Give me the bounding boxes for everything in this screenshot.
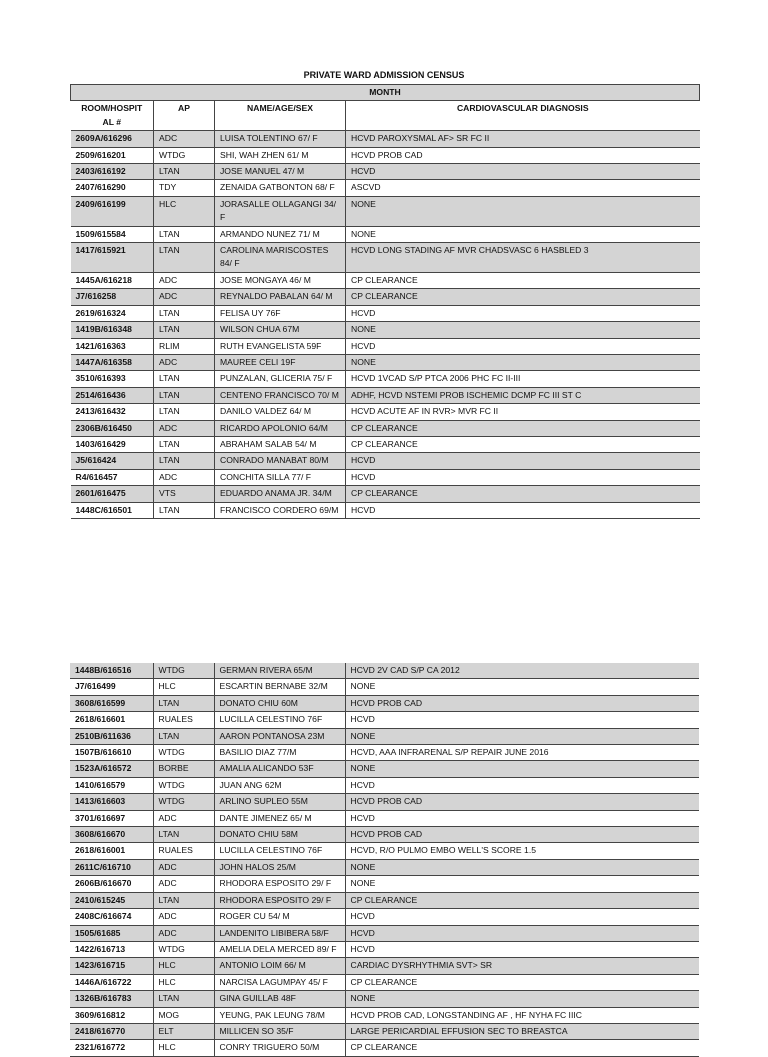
diagnosis-cell: HCVD PROB CAD xyxy=(346,147,700,163)
diagnosis-cell: NONE xyxy=(346,196,700,226)
diagnosis-cell: CP CLEARANCE xyxy=(345,1040,699,1056)
name-cell: JOSE MONGAYA 46/ M xyxy=(215,272,346,288)
name-cell: JORASALLE OLLAGANGI 34/ F xyxy=(215,196,346,226)
table-row xyxy=(71,469,700,485)
column-header-row xyxy=(71,101,700,131)
table-row xyxy=(71,338,700,354)
month-header-row xyxy=(71,85,700,101)
table-row xyxy=(70,794,699,810)
ap-cell: ADC xyxy=(154,420,215,436)
name-cell: CONRADO MANABAT 80/M xyxy=(215,453,346,469)
table-row xyxy=(71,502,700,518)
table-row xyxy=(71,486,700,502)
name-cell: BASILIO DIAZ 77/M xyxy=(214,745,345,761)
room-cell: 3609/616812 xyxy=(70,1007,153,1023)
diagnosis-cell: HCVD PROB CAD xyxy=(345,794,699,810)
name-cell: ANTONIO LOIM 66/ M xyxy=(214,958,345,974)
name-cell: ARMANDO NUNEZ 71/ M xyxy=(215,226,346,242)
name-cell: JOHN HALOS 25/M xyxy=(214,859,345,875)
table-row xyxy=(70,859,699,875)
name-cell: ABRAHAM SALAB 54/ M xyxy=(215,436,346,452)
room-cell: 2606B/616670 xyxy=(70,876,153,892)
room-cell: 1326B/616783 xyxy=(70,991,153,1007)
ap-cell: WTDG xyxy=(153,777,214,793)
diagnosis-cell: HCVD LONG STADING AF MVR CHADSVASC 6 HASBLED 3 xyxy=(346,243,700,273)
room-cell: 2407/616290 xyxy=(71,180,154,196)
table-row xyxy=(70,892,699,908)
name-cell: LUISA TOLENTINO 67/ F xyxy=(215,131,346,147)
room-cell: 1505/61685 xyxy=(70,925,153,941)
room-cell: 3701/616697 xyxy=(70,810,153,826)
room-cell: 2306B/616450 xyxy=(71,420,154,436)
table-row xyxy=(70,761,699,777)
name-cell: LUCILLA CELESTINO 76F xyxy=(214,712,345,728)
name-cell: CAROLINA MARISCOSTES 84/ F xyxy=(215,243,346,273)
table-row xyxy=(71,436,700,452)
room-cell: 2418/616770 xyxy=(70,1023,153,1039)
header-name: NAME/AGE/SEX xyxy=(215,101,346,131)
room-cell: 2601/616475 xyxy=(71,486,154,502)
diagnosis-cell: CARDIAC DYSRHYTHMIA SVT> SR xyxy=(345,958,699,974)
room-cell: 2410/615245 xyxy=(70,892,153,908)
room-cell: 1417/615921 xyxy=(71,243,154,273)
ap-cell: ADC xyxy=(154,272,215,288)
room-cell: 3608/616670 xyxy=(70,827,153,843)
table-row xyxy=(71,371,700,387)
ap-cell: LTAN xyxy=(154,371,215,387)
room-cell: 3608/616599 xyxy=(70,695,153,711)
ap-cell: HLC xyxy=(153,958,214,974)
ap-cell: LTAN xyxy=(154,243,215,273)
census-table-2-body xyxy=(70,663,699,1056)
ap-cell: RUALES xyxy=(153,712,214,728)
name-cell: YEUNG, PAK LEUNG 78/M xyxy=(214,1007,345,1023)
name-cell: LANDENITO LIBIBERA 58/F xyxy=(214,925,345,941)
diagnosis-cell: HCVD 1VCAD S/P PTCA 2006 PHC FC II-III xyxy=(346,371,700,387)
diagnosis-cell: NONE xyxy=(346,226,700,242)
room-cell: 2514/616436 xyxy=(71,387,154,403)
name-cell: ARLINO SUPLEO 55M xyxy=(214,794,345,810)
name-cell: DONATO CHIU 60M xyxy=(214,695,345,711)
diagnosis-cell: LARGE PERICARDIAL EFFUSION SEC TO BREASTCA xyxy=(345,1023,699,1039)
diagnosis-cell: HCVD xyxy=(345,925,699,941)
diagnosis-cell: HCVD xyxy=(346,164,700,180)
ap-cell: LTAN xyxy=(154,164,215,180)
room-cell: 1448C/616501 xyxy=(71,502,154,518)
table-row xyxy=(70,941,699,957)
ap-cell: LTAN xyxy=(153,728,214,744)
month-header: MONTH xyxy=(71,85,700,101)
table-row xyxy=(70,712,699,728)
name-cell: JUAN ANG 62M xyxy=(214,777,345,793)
table-row xyxy=(71,289,700,305)
name-cell: ROGER CU 54/ M xyxy=(214,909,345,925)
room-cell: 2619/616324 xyxy=(71,305,154,321)
table-row xyxy=(71,354,700,370)
diagnosis-cell: CP CLEARANCE xyxy=(345,892,699,908)
census-table-1 xyxy=(70,84,700,519)
ap-cell: ADC xyxy=(154,289,215,305)
diagnosis-cell: HCVD xyxy=(345,941,699,957)
table-row xyxy=(71,420,700,436)
table-row xyxy=(71,453,700,469)
room-cell: J7/616258 xyxy=(71,289,154,305)
page-title: PRIVATE WARD ADMISSION CENSUS xyxy=(303,70,465,80)
ap-cell: BORBE xyxy=(153,761,214,777)
ap-cell: ADC xyxy=(154,354,215,370)
diagnosis-cell: HCVD xyxy=(346,305,700,321)
diagnosis-cell: HCVD xyxy=(346,502,700,518)
table-row xyxy=(70,974,699,990)
name-cell: MAUREE CELI 19F xyxy=(215,354,346,370)
ap-cell: LTAN xyxy=(153,892,214,908)
ap-cell: LTAN xyxy=(153,827,214,843)
ap-cell: ADC xyxy=(153,810,214,826)
diagnosis-cell: NONE xyxy=(345,876,699,892)
diagnosis-cell: CP CLEARANCE xyxy=(346,420,700,436)
name-cell: REYNALDO PABALAN 64/ M xyxy=(215,289,346,305)
table-row xyxy=(71,272,700,288)
room-cell: 2509/616201 xyxy=(71,147,154,163)
diagnosis-cell: NONE xyxy=(345,991,699,1007)
name-cell: NARCISA LAGUMPAY 45/ F xyxy=(214,974,345,990)
name-cell: LUCILLA CELESTINO 76F xyxy=(214,843,345,859)
name-cell: DONATO CHIU 58M xyxy=(214,827,345,843)
ap-cell: LTAN xyxy=(154,226,215,242)
table-row xyxy=(71,404,700,420)
table-row xyxy=(71,147,700,163)
diagnosis-cell: HCVD xyxy=(345,777,699,793)
diagnosis-cell: CP CLEARANCE xyxy=(346,436,700,452)
table-row xyxy=(70,827,699,843)
table-row xyxy=(71,196,700,226)
ap-cell: ADC xyxy=(153,909,214,925)
ap-cell: LTAN xyxy=(153,991,214,1007)
room-cell: 2409/616199 xyxy=(71,196,154,226)
ap-cell: WTDG xyxy=(153,941,214,957)
header-diagnosis: CARDIOVASCULAR DIAGNOSIS xyxy=(346,101,700,131)
census-table-2 xyxy=(70,663,699,1057)
name-cell: JOSE MANUEL 47/ M xyxy=(215,164,346,180)
room-cell: 2321/616772 xyxy=(70,1040,153,1056)
name-cell: AMELIA DELA MERCED 89/ F xyxy=(214,941,345,957)
table-row xyxy=(70,958,699,974)
diagnosis-cell: HCVD ACUTE AF IN RVR> MVR FC II xyxy=(346,404,700,420)
table-row xyxy=(71,243,700,273)
diagnosis-cell: HCVD xyxy=(345,909,699,925)
table-row xyxy=(70,843,699,859)
ap-cell: LTAN xyxy=(154,453,215,469)
name-cell: EDUARDO ANAMA JR. 34/M xyxy=(215,486,346,502)
table-row xyxy=(70,1007,699,1023)
ap-cell: WTDG xyxy=(153,794,214,810)
room-cell: 1447A/616358 xyxy=(71,354,154,370)
diagnosis-cell: HCVD, R/O PULMO EMBO WELL'S SCORE 1.5 xyxy=(345,843,699,859)
name-cell: FELISA UY 76F xyxy=(215,305,346,321)
table-row xyxy=(71,322,700,338)
room-cell: J5/616424 xyxy=(71,453,154,469)
table-row xyxy=(70,925,699,941)
header-ap: AP xyxy=(154,101,215,131)
table-row xyxy=(71,131,700,147)
room-cell: 2510B/611636 xyxy=(70,728,153,744)
room-cell: 1423/616715 xyxy=(70,958,153,974)
ap-cell: LTAN xyxy=(154,305,215,321)
header-room: ROOM/HOSPIT AL # xyxy=(71,101,154,131)
table-row xyxy=(70,909,699,925)
table-row xyxy=(70,876,699,892)
ap-cell: ADC xyxy=(153,859,214,875)
name-cell: DANTE JIMENEZ 65/ M xyxy=(214,810,345,826)
name-cell: DANILO VALDEZ 64/ M xyxy=(215,404,346,420)
room-cell: 1448B/616516 xyxy=(70,663,153,679)
room-cell: 1507B/616610 xyxy=(70,745,153,761)
table-row xyxy=(70,1023,699,1039)
name-cell: SHI, WAH ZHEN 61/ M xyxy=(215,147,346,163)
table-row xyxy=(70,695,699,711)
name-cell: ZENAIDA GATBONTON 68/ F xyxy=(215,180,346,196)
room-cell: 2413/616432 xyxy=(71,404,154,420)
ap-cell: RUALES xyxy=(153,843,214,859)
ap-cell: TDY xyxy=(154,180,215,196)
room-cell: 1445A/616218 xyxy=(71,272,154,288)
ap-cell: ADC xyxy=(154,469,215,485)
table-row xyxy=(70,663,699,679)
name-cell: RHODORA ESPOSITO 29/ F xyxy=(214,892,345,908)
room-cell: 3510/616393 xyxy=(71,371,154,387)
table-row xyxy=(71,305,700,321)
room-cell: 2618/616001 xyxy=(70,843,153,859)
table-row xyxy=(71,180,700,196)
ap-cell: LTAN xyxy=(154,322,215,338)
room-cell: J7/616499 xyxy=(70,679,153,695)
diagnosis-cell: HCVD xyxy=(346,469,700,485)
diagnosis-cell: CP CLEARANCE xyxy=(346,272,700,288)
name-cell: AMALIA ALICANDO 53F xyxy=(214,761,345,777)
ap-cell: WTDG xyxy=(153,745,214,761)
ap-cell: LTAN xyxy=(154,387,215,403)
ap-cell: HLC xyxy=(153,679,214,695)
table-row xyxy=(70,679,699,695)
table-row xyxy=(71,387,700,403)
table-row xyxy=(70,991,699,1007)
diagnosis-cell: HCVD xyxy=(345,810,699,826)
diagnosis-cell: CP CLEARANCE xyxy=(346,289,700,305)
ap-cell: LTAN xyxy=(154,436,215,452)
room-cell: 1413/616603 xyxy=(70,794,153,810)
room-cell: 1419B/616348 xyxy=(71,322,154,338)
table-row xyxy=(70,1040,699,1056)
room-cell: R4/616457 xyxy=(71,469,154,485)
diagnosis-cell: CP CLEARANCE xyxy=(345,974,699,990)
room-cell: 2618/616601 xyxy=(70,712,153,728)
diagnosis-cell: ADHF, HCVD NSTEMI PROB ISCHEMIC DCMP FC III ST C xyxy=(346,387,700,403)
room-cell: 1523A/616572 xyxy=(70,761,153,777)
table-row xyxy=(70,745,699,761)
ap-cell: RLIM xyxy=(154,338,215,354)
ap-cell: ADC xyxy=(154,131,215,147)
table-row xyxy=(70,777,699,793)
room-cell: 1446A/616722 xyxy=(70,974,153,990)
room-cell: 2408C/616674 xyxy=(70,909,153,925)
name-cell: FRANCISCO CORDERO 69/M xyxy=(215,502,346,518)
ap-cell: HLC xyxy=(154,196,215,226)
diagnosis-cell: NONE xyxy=(345,728,699,744)
room-cell: 1410/616579 xyxy=(70,777,153,793)
diagnosis-cell: CP CLEARANCE xyxy=(346,486,700,502)
diagnosis-cell: NONE xyxy=(345,859,699,875)
table-row xyxy=(71,226,700,242)
ap-cell: WTDG xyxy=(154,147,215,163)
diagnosis-cell: HCVD xyxy=(346,338,700,354)
ap-cell: VTS xyxy=(154,486,215,502)
diagnosis-cell: HCVD PROB CAD, LONGSTANDING AF , HF NYHA FC IIIC xyxy=(345,1007,699,1023)
room-cell: 1509/615584 xyxy=(71,226,154,242)
ap-cell: ADC xyxy=(153,876,214,892)
name-cell: GINA GUILLAB 48F xyxy=(214,991,345,1007)
name-cell: RICARDO APOLONIO 64/M xyxy=(215,420,346,436)
ap-cell: ADC xyxy=(153,925,214,941)
ap-cell: HLC xyxy=(153,1040,214,1056)
room-cell: 2403/616192 xyxy=(71,164,154,180)
name-cell: PUNZALAN, GLICERIA 75/ F xyxy=(215,371,346,387)
diagnosis-cell: HCVD, AAA INFRARENAL S/P REPAIR JUNE 2016 xyxy=(345,745,699,761)
ap-cell: LTAN xyxy=(154,502,215,518)
name-cell: ESCARTIN BERNABE 32/M xyxy=(214,679,345,695)
table-row xyxy=(71,164,700,180)
room-cell: 1403/616429 xyxy=(71,436,154,452)
room-cell: 1422/616713 xyxy=(70,941,153,957)
diagnosis-cell: HCVD xyxy=(345,712,699,728)
name-cell: CONRY TRIGUERO 50/M xyxy=(214,1040,345,1056)
diagnosis-cell: NONE xyxy=(346,322,700,338)
name-cell: RUTH EVANGELISTA 59F xyxy=(215,338,346,354)
diagnosis-cell: ASCVD xyxy=(346,180,700,196)
name-cell: WILSON CHUA 67M xyxy=(215,322,346,338)
diagnosis-cell: HCVD PROB CAD xyxy=(345,695,699,711)
diagnosis-cell: NONE xyxy=(345,761,699,777)
diagnosis-cell: HCVD PROB CAD xyxy=(345,827,699,843)
name-cell: MILLICEN SO 35/F xyxy=(214,1023,345,1039)
room-cell: 2609A/616296 xyxy=(71,131,154,147)
diagnosis-cell: NONE xyxy=(345,679,699,695)
name-cell: AARON PONTANOSA 23M xyxy=(214,728,345,744)
name-cell: CENTENO FRANCISCO 70/ M xyxy=(215,387,346,403)
diagnosis-cell: HCVD 2V CAD S/P CA 2012 xyxy=(345,663,699,679)
table-row xyxy=(70,728,699,744)
ap-cell: WTDG xyxy=(153,663,214,679)
ap-cell: LTAN xyxy=(154,404,215,420)
table-row xyxy=(70,810,699,826)
ap-cell: MOG xyxy=(153,1007,214,1023)
diagnosis-cell: HCVD PAROXYSMAL AF> SR FC II xyxy=(346,131,700,147)
room-cell: 1421/616363 xyxy=(71,338,154,354)
room-cell: 2611C/616710 xyxy=(70,859,153,875)
ap-cell: HLC xyxy=(153,974,214,990)
ap-cell: ELT xyxy=(153,1023,214,1039)
name-cell: RHODORA ESPOSITO 29/ F xyxy=(214,876,345,892)
ap-cell: LTAN xyxy=(153,695,214,711)
census-table-1-body xyxy=(71,131,700,519)
diagnosis-cell: NONE xyxy=(346,354,700,370)
name-cell: GERMAN RIVERA 65/M xyxy=(214,663,345,679)
name-cell: CONCHITA SILLA 77/ F xyxy=(215,469,346,485)
diagnosis-cell: HCVD xyxy=(346,453,700,469)
